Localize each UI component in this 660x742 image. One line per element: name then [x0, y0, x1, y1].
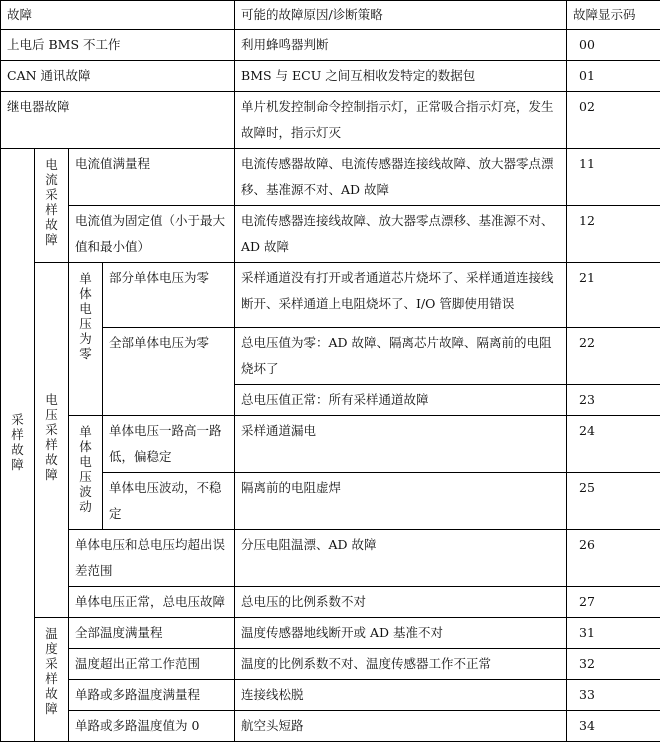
fault-cell: 部分单体电压为零 [103, 263, 235, 328]
code-cell: 23 [567, 385, 660, 416]
cause-cell: 电流传感器故障、电流传感器连接线故障、放大器零点漂移、基准源不对、AD 故障 [235, 149, 567, 206]
fault-cell: 全部单体电压为零 [103, 328, 235, 416]
code-cell: 11 [567, 149, 660, 206]
group-sampling-fault: 采样故障 [1, 149, 35, 742]
cause-cell: 总电压值正常：所有采样通道故障 [235, 385, 567, 416]
table-row [1, 416, 660, 473]
code-cell: 31 [567, 618, 660, 649]
table-row [1, 649, 660, 680]
group-cell-voltage-zero: 单体电压为零 [69, 263, 103, 416]
fault-cell: 电流值为固定值（小于最大值和最小值） [69, 206, 235, 263]
table-row [1, 530, 660, 587]
code-cell: 27 [567, 587, 660, 618]
code-cell: 00 [567, 30, 660, 61]
code-cell: 12 [567, 206, 660, 263]
fault-cell: 单路或多路温度满量程 [69, 680, 235, 711]
code-cell: 34 [567, 711, 660, 742]
cause-cell: 单片机发控制命令控制指示灯，正常吸合指示灯亮，发生故障时，指示灯灭 [235, 92, 567, 149]
table-row [1, 263, 660, 328]
cause-cell: 温度的比例系数不对、温度传感器工作不正常 [235, 649, 567, 680]
code-cell: 32 [567, 649, 660, 680]
cause-cell: 分压电阻温漂、AD 故障 [235, 530, 567, 587]
fault-cell: CAN 通讯故障 [1, 61, 235, 92]
code-cell: 33 [567, 680, 660, 711]
fault-cell: 单路或多路温度值为 0 [69, 711, 235, 742]
fault-cell: 单体电压一路高一路低，偏稳定 [103, 416, 235, 473]
cause-cell: 采样通道漏电 [235, 416, 567, 473]
cause-cell: 利用蜂鸣器判断 [235, 30, 567, 61]
group-temperature-sampling: 温度采样故障 [35, 618, 69, 742]
fault-cell: 温度超出正常工作范围 [69, 649, 235, 680]
table-row [1, 618, 660, 649]
cause-cell: 总电压的比例系数不对 [235, 587, 567, 618]
fault-cell: 电流值满量程 [69, 149, 235, 206]
table-row [1, 92, 660, 149]
cause-cell: 总电压值为零：AD 故障、隔离芯片故障、隔离前的电阻烧坏了 [235, 328, 567, 385]
code-cell: 01 [567, 61, 660, 92]
fault-cell: 单体电压和总电压均超出误差范围 [69, 530, 235, 587]
group-voltage-sampling: 电压采样故障 [35, 263, 69, 618]
fault-cell: 继电器故障 [1, 92, 235, 149]
table-row [1, 711, 660, 742]
code-cell: 21 [567, 263, 660, 328]
cause-cell: 航空头短路 [235, 711, 567, 742]
cause-cell: 电流传感器连接线故障、放大器零点漂移、基准源不对、AD 故障 [235, 206, 567, 263]
header-fault: 故障 [1, 1, 235, 30]
table-row [1, 206, 660, 263]
header-row [1, 1, 660, 30]
fault-cell: 单体电压波动，不稳定 [103, 473, 235, 530]
fault-cell: 单体电压正常，总电压故障 [69, 587, 235, 618]
cause-cell: BMS 与 ECU 之间互相收发特定的数据包 [235, 61, 567, 92]
code-cell: 25 [567, 473, 660, 530]
cause-cell: 采样通道没有打开或者通道芯片烧坏了、采样通道连接线断开、采样通道上电阻烧坏了、I/O 管脚使用错误 [235, 263, 567, 328]
cause-cell: 连接线松脱 [235, 680, 567, 711]
table-row [1, 149, 660, 206]
fault-cell: 上电后 BMS 不工作 [1, 30, 235, 61]
cause-cell: 温度传感器地线断开或 AD 基准不对 [235, 618, 567, 649]
code-cell: 22 [567, 328, 660, 385]
code-cell: 02 [567, 92, 660, 149]
fault-cell: 全部温度满量程 [69, 618, 235, 649]
table-row [1, 30, 660, 61]
header-code: 故障显示码 [567, 1, 660, 30]
code-cell: 26 [567, 530, 660, 587]
cause-cell: 隔离前的电阻虚焊 [235, 473, 567, 530]
group-current-sampling: 电流采样故障 [35, 149, 69, 263]
table-row [1, 61, 660, 92]
table-row [1, 680, 660, 711]
code-cell: 24 [567, 416, 660, 473]
header-cause: 可能的故障原因/诊断策略 [235, 1, 567, 30]
table-row [1, 587, 660, 618]
group-cell-voltage-fluctuation: 单体电压波动 [69, 416, 103, 530]
